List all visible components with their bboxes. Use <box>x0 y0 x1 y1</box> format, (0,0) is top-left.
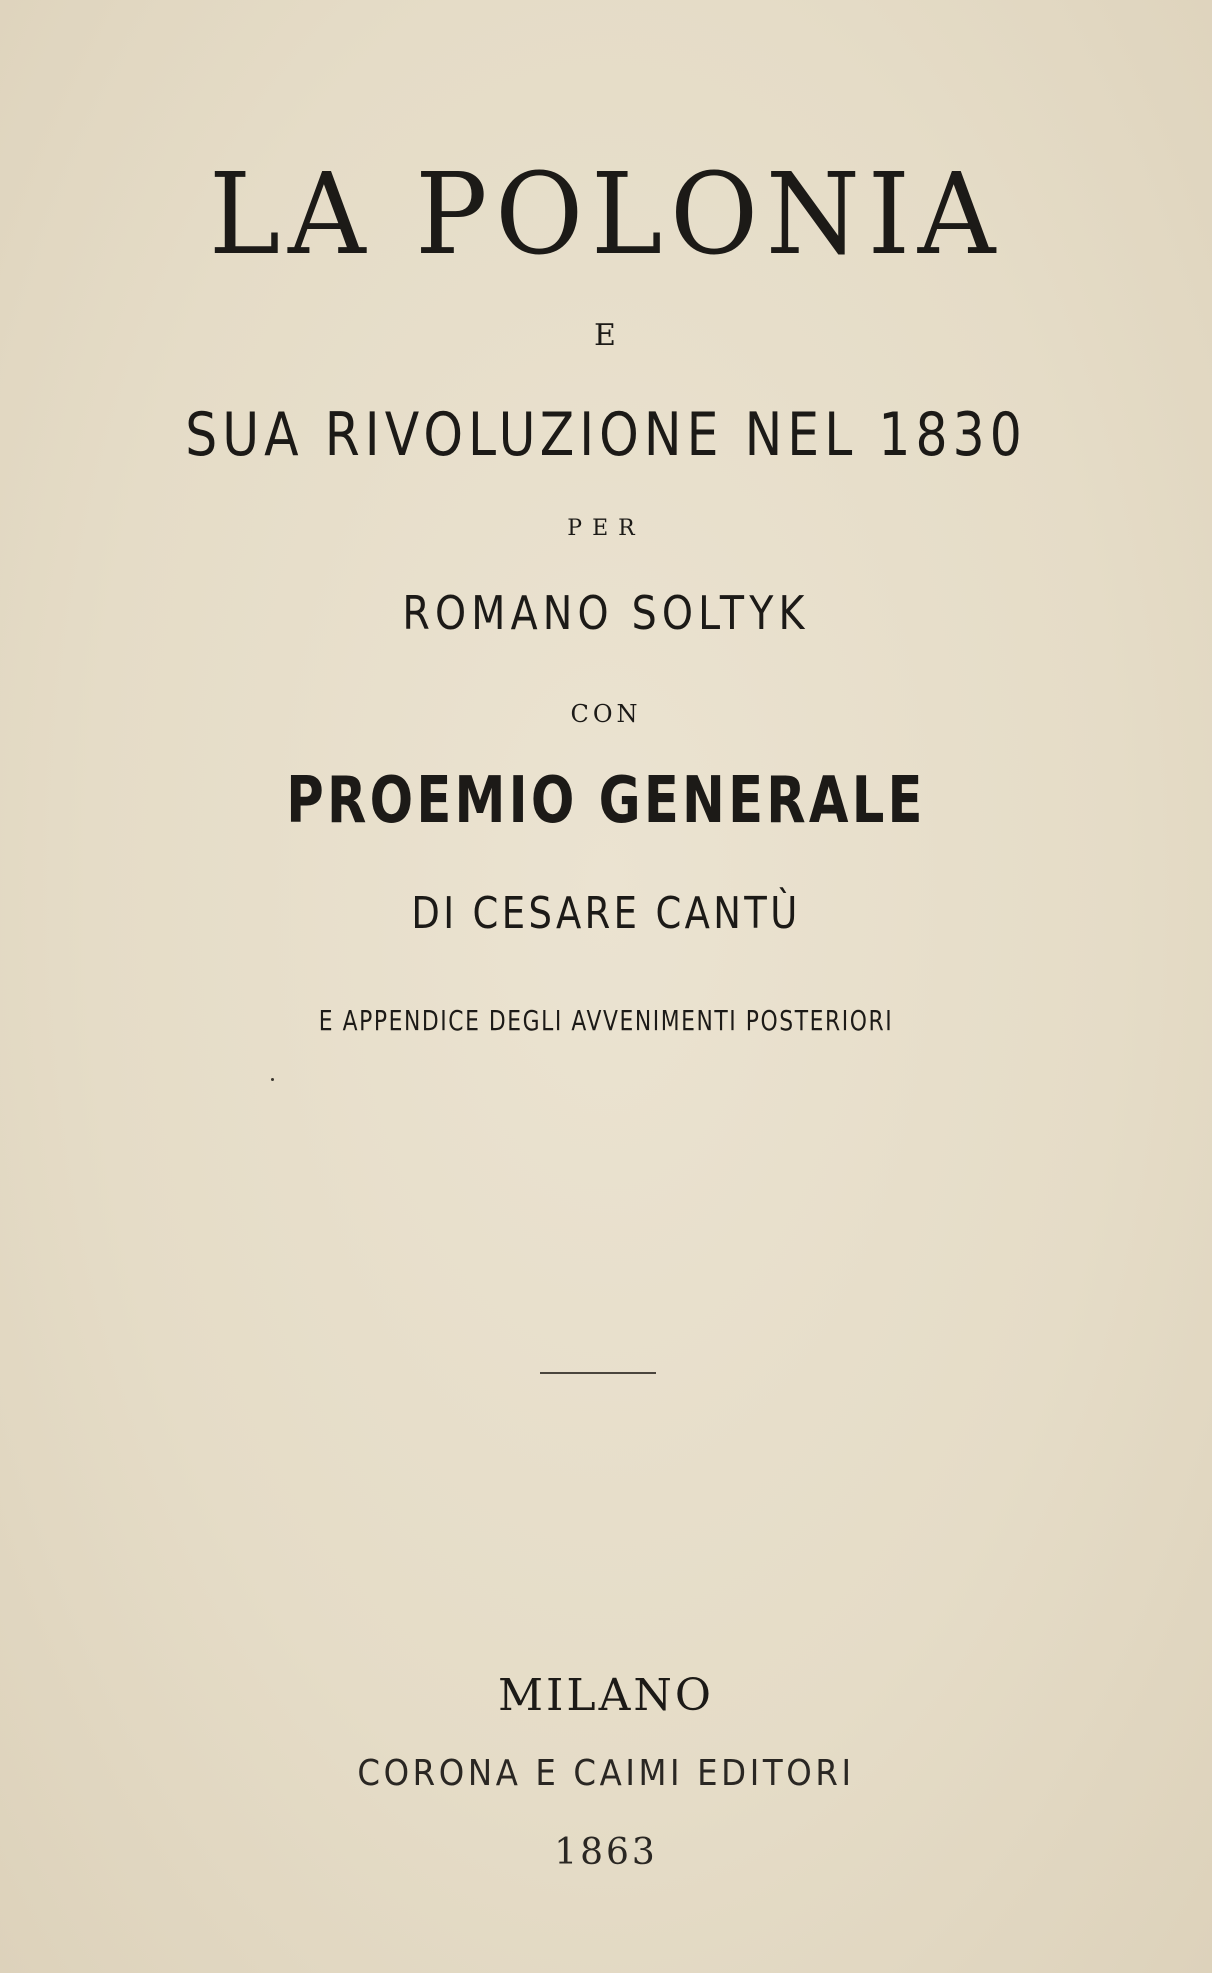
foreword-author: DI CESARE CANTÙ <box>411 888 801 939</box>
paper-speck <box>271 1078 274 1081</box>
by-line-word: PER <box>567 516 645 541</box>
divider-rule <box>540 1372 656 1374</box>
appendix-note: E APPENDICE DEGLI AVVENIMENTI POSTERIORI <box>318 1004 894 1037</box>
author-name: ROMANO SOLTYK <box>402 586 810 640</box>
title-conjunction: E <box>594 318 618 353</box>
imprint-city: MILANO <box>498 1670 714 1721</box>
imprint-year: 1863 <box>554 1832 658 1873</box>
imprint-publisher: CORONA E CAIMI EDITORI <box>357 1753 855 1794</box>
foreword-title: PROEMIO GENERALE <box>286 764 926 838</box>
with-word: CON <box>570 700 642 728</box>
book-subtitle: SUA RIVOLUZIONE NEL 1830 <box>185 400 1027 470</box>
book-title: LA POLONIA <box>208 150 1004 280</box>
